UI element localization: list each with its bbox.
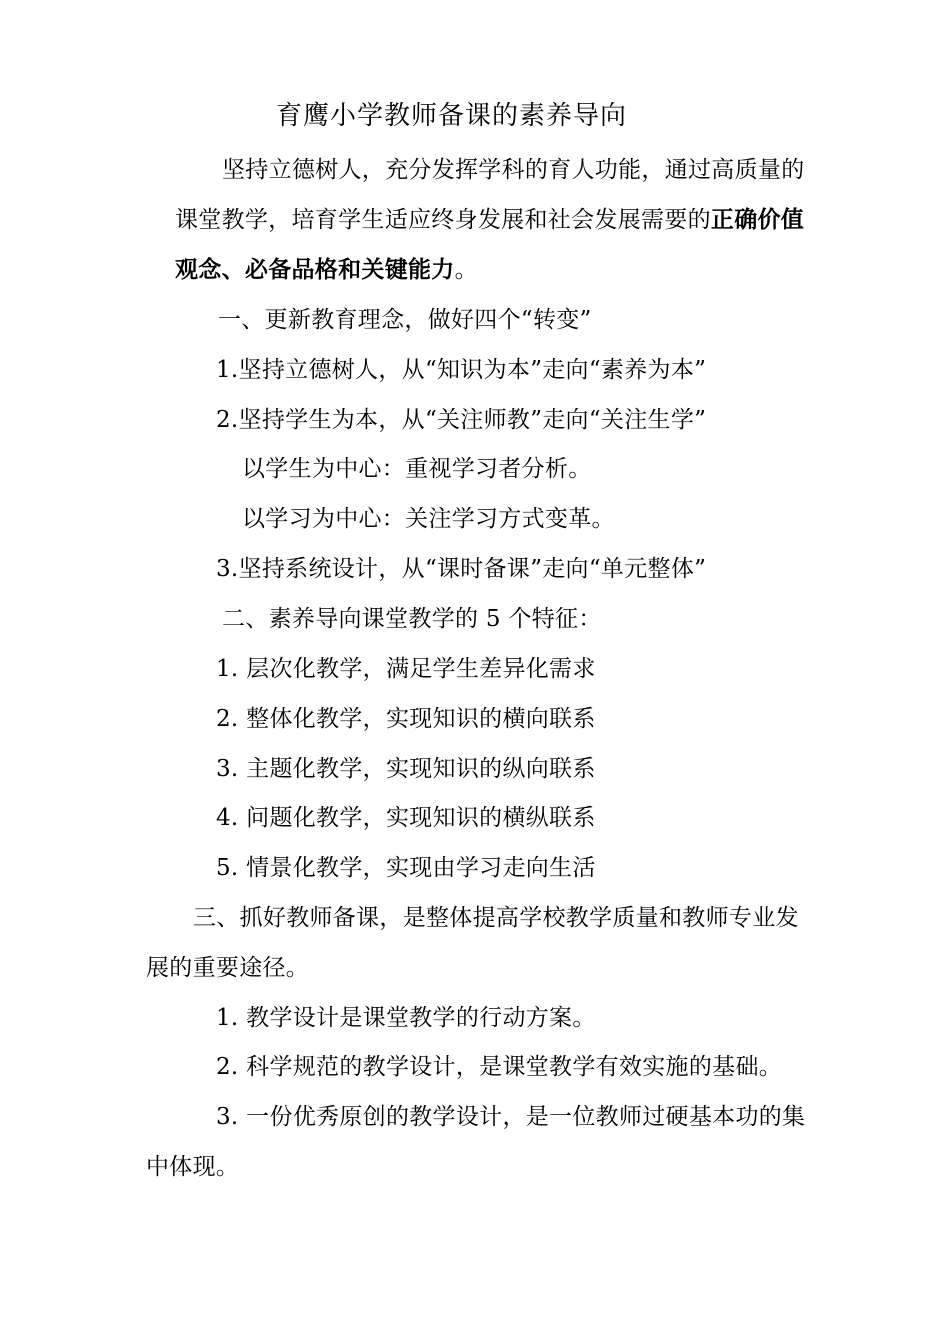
- section1-item-3: 3.坚持系统设计，从“课时备课”走向“单元整体”: [216, 556, 707, 582]
- section3-item-1: 1. 教学设计是课堂教学的行动方案。: [216, 1005, 596, 1031]
- section1-item-1: 1.坚持立德树人，从“知识为本”走向“素养为本”: [216, 357, 707, 383]
- section2-item-1: 1. 层次化教学，满足学生差异化需求: [216, 656, 596, 682]
- intro-line-2: [175, 205, 804, 235]
- section3-item-2: 2. 科学规范的教学设计，是课堂教学有效实施的基础。: [216, 1054, 783, 1080]
- section2-item-4: 4. 问题化教学，实现知识的横纵联系: [216, 805, 596, 831]
- section1-heading: 一、更新教育理念，做好四个“转变”: [218, 307, 592, 333]
- section2-item-3: 3. 主题化教学，实现知识的纵向联系: [216, 756, 596, 782]
- section2-item-5: 5. 情景化教学，实现由学习走向生活: [216, 855, 596, 881]
- section3-heading-line-2: 展的重要途径。: [146, 955, 310, 981]
- section1-item-2-sub-2: 以学习为中心：关注学习方式变革。: [242, 506, 615, 532]
- section1-item-2: 2.坚持学生为本，从“关注师教”走向“关注生学”: [216, 407, 707, 433]
- section3-heading-line-1: 三、抓好教师备课，是整体提高学校教学质量和教师专业发: [193, 905, 799, 931]
- section1-item-2-sub-1: 以学生为中心：重视学习者分析。: [242, 456, 592, 482]
- document-title: 育鹰小学教师备课的素养导向: [276, 101, 628, 131]
- intro-line-1: 坚持立德树人，充分发挥学科的育人功能，通过高质量的: [222, 157, 805, 183]
- section3-item-3-line-2: 中体现。: [146, 1154, 240, 1180]
- intro-emphasis-2: 观念、必备品格和关键能力: [175, 257, 455, 283]
- intro-line-2-text: 课堂教学，培育学生适应终身发展和社会发展需要的: [175, 207, 711, 233]
- section3-item-3-line-1: 3. 一份优秀原创的教学设计，是一位教师过硬基本功的集: [216, 1104, 806, 1130]
- intro-emphasis-1: 正确价值: [710, 207, 805, 233]
- intro-line-3: [175, 255, 478, 285]
- section2-heading: 二、素养导向课堂教学的 5 个特征：: [222, 606, 602, 632]
- intro-line-3-end: 。: [454, 257, 478, 283]
- section2-item-2: 2. 整体化教学，实现知识的横向联系: [216, 706, 596, 732]
